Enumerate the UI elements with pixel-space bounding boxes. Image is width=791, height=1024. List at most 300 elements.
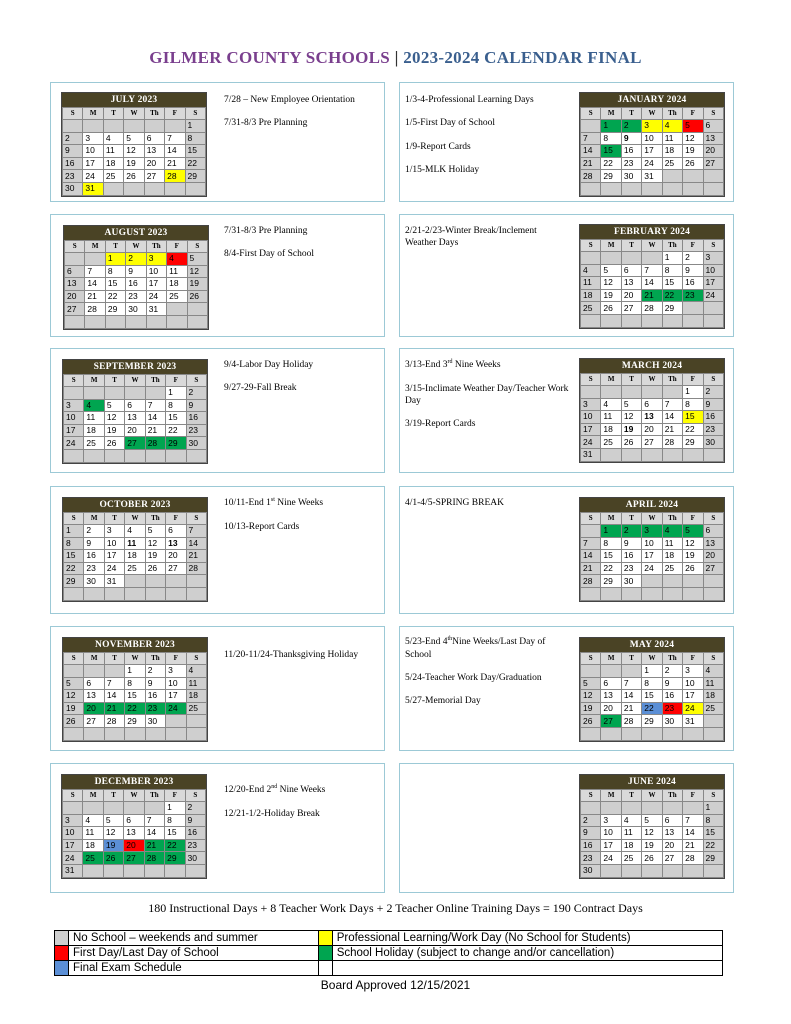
day-cell: 11 — [103, 145, 123, 158]
weekday-label: S — [186, 653, 206, 665]
day-cell — [144, 864, 164, 877]
day-cell: 10 — [642, 132, 662, 145]
note: 3/15-Inclimate Weather Day/Teacher Work Day — [405, 383, 569, 406]
day-cell: 7 — [144, 814, 164, 827]
day-cell: 16 — [186, 412, 206, 425]
day-cell: 22 — [185, 157, 205, 170]
day-cell: 18 — [703, 690, 723, 703]
day-cell — [65, 253, 85, 266]
board-approved-note: Board Approved 12/15/2021 — [320, 978, 471, 992]
day-cell: 1 — [165, 802, 185, 815]
weekday-label: T — [104, 375, 124, 387]
week-row — [64, 412, 207, 425]
day-cell: 21 — [621, 702, 641, 715]
weekday-label: S — [63, 108, 83, 120]
day-cell — [683, 587, 703, 600]
panel-november — [50, 626, 385, 751]
day-cell: 7 — [662, 398, 682, 411]
note: 1/3-4-Professional Learning Days — [405, 95, 534, 105]
note-text: 12/20-End 2 — [224, 785, 272, 796]
day-cell: 15 — [601, 145, 621, 158]
week-row — [581, 839, 724, 852]
day-cell: 2 — [703, 386, 723, 399]
notes-august — [224, 225, 384, 272]
day-cell — [581, 120, 601, 133]
month-grid — [580, 373, 724, 462]
week-row — [581, 525, 724, 538]
day-cell — [167, 303, 187, 316]
day-cell — [85, 315, 105, 328]
weekday-label: S — [185, 108, 205, 120]
day-cell: 9 — [621, 537, 641, 550]
week-row — [64, 449, 207, 462]
calendar-july — [61, 92, 207, 197]
note — [405, 359, 570, 372]
day-cell: 9 — [84, 537, 104, 550]
day-cell — [63, 802, 83, 815]
week-row — [581, 852, 724, 865]
day-cell: 24 — [581, 436, 601, 449]
title-separator: | — [390, 48, 404, 67]
panel-september — [50, 348, 385, 473]
note-sup: rd — [447, 359, 453, 365]
weekday-label: Th — [662, 240, 682, 252]
day-cell: 10 — [63, 827, 83, 840]
day-cell: 21 — [683, 839, 703, 852]
weekday-label: W — [642, 108, 662, 120]
day-cell: 18 — [186, 690, 206, 703]
day-cell — [64, 587, 84, 600]
weekday-label: F — [683, 108, 703, 120]
legend-swatch-green — [318, 946, 332, 961]
day-cell: 4 — [621, 814, 641, 827]
day-cell: 4 — [662, 120, 682, 133]
day-cell: 25 — [601, 436, 621, 449]
day-cell: 28 — [642, 302, 662, 315]
day-cell: 17 — [83, 157, 103, 170]
weekday-label: T — [104, 513, 124, 525]
day-cell: 21 — [642, 289, 662, 302]
weekday-label: S — [703, 790, 723, 802]
notes-october — [224, 497, 384, 544]
day-cell: 14 — [683, 827, 703, 840]
legend-label-empty — [332, 961, 722, 976]
day-cell: 30 — [703, 436, 723, 449]
note — [405, 636, 570, 661]
week-row — [64, 550, 207, 563]
day-cell: 14 — [165, 145, 185, 158]
note — [224, 784, 384, 797]
weekday-label: T — [621, 790, 641, 802]
day-cell: 12 — [124, 145, 144, 158]
week-row — [65, 278, 208, 291]
week-row — [63, 864, 206, 877]
day-cell: 17 — [683, 690, 703, 703]
weekday-label: Th — [662, 653, 682, 665]
day-cell: 21 — [186, 550, 206, 563]
day-cell: 20 — [125, 424, 145, 437]
legend-label-yellow: Professional Learning/Work Day (No School for Students) — [332, 931, 722, 946]
day-cell: 26 — [103, 852, 123, 865]
day-cell — [703, 302, 723, 315]
day-cell — [642, 802, 662, 815]
day-cell — [186, 587, 206, 600]
day-cell: 10 — [166, 677, 186, 690]
day-cell: 15 — [185, 145, 205, 158]
day-cell: 4 — [167, 253, 187, 266]
day-cell: 14 — [145, 412, 165, 425]
day-cell: 31 — [683, 715, 703, 728]
day-cell: 22 — [683, 423, 703, 436]
day-cell: 10 — [146, 265, 166, 278]
day-cell: 23 — [63, 170, 83, 183]
day-cell: 16 — [703, 411, 723, 424]
day-cell — [621, 587, 641, 600]
day-cell: 7 — [642, 264, 662, 277]
day-cell — [601, 386, 621, 399]
day-cell — [145, 575, 165, 588]
day-cell: 22 — [703, 839, 723, 852]
day-cell — [186, 715, 206, 728]
day-cell: 10 — [601, 827, 621, 840]
week-row — [63, 839, 206, 852]
day-cell — [63, 120, 83, 133]
day-cell — [601, 448, 621, 461]
legend-label-blue: Final Exam Schedule — [69, 961, 319, 976]
day-cell: 11 — [186, 677, 206, 690]
weekday-label: S — [703, 653, 723, 665]
day-cell: 4 — [83, 814, 103, 827]
day-cell: 13 — [642, 411, 662, 424]
week-row — [64, 690, 207, 703]
day-cell: 4 — [601, 398, 621, 411]
weekday-label: F — [683, 790, 703, 802]
weekday-header-row — [581, 790, 724, 802]
day-cell: 12 — [104, 412, 124, 425]
day-cell — [581, 182, 601, 195]
day-cell — [621, 182, 641, 195]
month-grid — [580, 512, 724, 601]
day-cell: 24 — [601, 852, 621, 865]
weekday-label: W — [124, 790, 144, 802]
week-row — [63, 852, 206, 865]
weekday-label: T — [105, 241, 125, 253]
week-row — [581, 170, 724, 183]
day-cell: 28 — [145, 437, 165, 450]
day-cell: 28 — [104, 715, 124, 728]
week-row — [581, 575, 724, 588]
day-cell — [125, 727, 145, 740]
day-cell: 18 — [83, 839, 103, 852]
weekday-label: M — [84, 653, 104, 665]
weekday-label: Th — [662, 374, 682, 386]
weekday-label: S — [581, 374, 601, 386]
day-cell: 20 — [65, 290, 85, 303]
note-text: 10/11-End 1 — [224, 498, 271, 509]
day-cell: 25 — [662, 157, 682, 170]
day-cell: 22 — [64, 562, 84, 575]
day-cell — [144, 802, 164, 815]
day-cell — [703, 448, 723, 461]
day-cell: 8 — [601, 132, 621, 145]
day-cell — [581, 727, 601, 740]
day-cell — [662, 448, 682, 461]
day-cell: 31 — [63, 864, 83, 877]
weekday-label: F — [166, 653, 186, 665]
day-cell — [662, 170, 682, 183]
day-cell: 16 — [63, 157, 83, 170]
legend-row — [55, 931, 723, 946]
weekday-label: Th — [145, 653, 165, 665]
day-cell: 5 — [683, 120, 703, 133]
calendar-may — [579, 637, 725, 742]
weekday-label: T — [104, 653, 124, 665]
day-cell: 9 — [145, 677, 165, 690]
day-cell: 3 — [63, 814, 83, 827]
day-cell: 19 — [187, 278, 207, 291]
day-cell: 19 — [683, 145, 703, 158]
day-cell: 19 — [581, 702, 601, 715]
week-row — [65, 265, 208, 278]
day-cell: 13 — [703, 132, 723, 145]
weekday-header-row — [581, 108, 724, 120]
day-cell: 15 — [601, 550, 621, 563]
week-row — [581, 436, 724, 449]
day-cell: 21 — [104, 702, 124, 715]
weekday-label: Th — [145, 375, 165, 387]
month-title: JANUARY 2024 — [580, 93, 724, 107]
day-cell: 30 — [84, 575, 104, 588]
note: 5/24-Teacher Work Day/Graduation — [405, 672, 542, 683]
day-cell: 27 — [703, 562, 723, 575]
day-cell — [105, 315, 125, 328]
weekday-label: T — [621, 513, 641, 525]
day-cell: 8 — [165, 814, 185, 827]
week-row — [581, 537, 724, 550]
month-grid — [580, 107, 724, 196]
day-cell: 26 — [683, 562, 703, 575]
day-cell: 28 — [683, 852, 703, 865]
day-cell: 12 — [187, 265, 207, 278]
day-cell — [621, 665, 641, 678]
weekday-label: W — [642, 240, 662, 252]
day-cell — [683, 448, 703, 461]
day-cell: 3 — [642, 525, 662, 538]
day-cell: 26 — [187, 290, 207, 303]
day-cell: 15 — [703, 827, 723, 840]
day-cell: 22 — [662, 289, 682, 302]
day-cell: 22 — [105, 290, 125, 303]
day-cell: 3 — [146, 253, 166, 266]
day-cell — [83, 120, 103, 133]
day-cell — [124, 864, 144, 877]
day-cell: 26 — [621, 436, 641, 449]
day-cell: 13 — [125, 412, 145, 425]
day-cell: 13 — [166, 537, 186, 550]
legend-swatch-red — [55, 946, 69, 961]
month-title: JULY 2023 — [62, 93, 206, 107]
day-cell: 25 — [621, 852, 641, 865]
legend-row — [55, 946, 723, 961]
weekday-header-row — [64, 513, 207, 525]
day-cell — [683, 302, 703, 315]
weekday-label: F — [167, 241, 187, 253]
weekday-label: S — [581, 790, 601, 802]
weekday-label: S — [63, 790, 83, 802]
week-row — [581, 120, 724, 133]
day-cell — [581, 587, 601, 600]
weekday-label: S — [65, 241, 85, 253]
note-text: Nine Weeks/Last Day of School — [405, 637, 546, 660]
weekday-label: W — [642, 374, 662, 386]
day-cell: 28 — [165, 170, 185, 183]
month-title: DECEMBER 2023 — [62, 775, 206, 789]
day-cell: 8 — [125, 677, 145, 690]
note: 8/4-First Day of School — [224, 249, 314, 260]
day-cell — [83, 802, 103, 815]
day-cell: 6 — [166, 525, 186, 538]
day-cell: 9 — [185, 814, 205, 827]
note: 1/9-Report Cards — [405, 141, 471, 152]
day-cell: 23 — [662, 702, 682, 715]
day-cell: 8 — [683, 398, 703, 411]
weekday-label: F — [683, 240, 703, 252]
day-cell — [642, 864, 662, 877]
month-title: MARCH 2024 — [580, 359, 724, 373]
week-row — [581, 132, 724, 145]
weekday-label: W — [125, 375, 145, 387]
week-row — [64, 437, 207, 450]
weekday-label: W — [642, 790, 662, 802]
week-row — [581, 157, 724, 170]
day-cell: 2 — [145, 665, 165, 678]
day-cell: 20 — [703, 145, 723, 158]
day-cell: 24 — [642, 562, 662, 575]
day-cell — [84, 449, 104, 462]
day-cell — [125, 387, 145, 400]
day-cell — [601, 314, 621, 327]
day-cell: 20 — [703, 550, 723, 563]
day-cell — [167, 315, 187, 328]
day-cell: 3 — [104, 525, 124, 538]
day-cell — [703, 575, 723, 588]
day-cell: 5 — [581, 677, 601, 690]
day-cell: 10 — [581, 411, 601, 424]
day-cell: 3 — [703, 252, 723, 265]
day-cell: 6 — [642, 398, 662, 411]
day-cell: 8 — [662, 264, 682, 277]
day-cell — [165, 120, 185, 133]
day-cell: 30 — [145, 715, 165, 728]
day-cell: 31 — [104, 575, 124, 588]
day-cell: 2 — [621, 525, 641, 538]
day-cell — [581, 314, 601, 327]
day-cell — [621, 386, 641, 399]
weekday-label: S — [581, 240, 601, 252]
weekday-header-row — [581, 374, 724, 386]
week-row — [581, 814, 724, 827]
day-cell — [662, 182, 682, 195]
day-cell: 28 — [144, 852, 164, 865]
day-cell — [662, 802, 682, 815]
day-cell: 23 — [621, 562, 641, 575]
day-cell: 21 — [581, 562, 601, 575]
day-cell: 10 — [83, 145, 103, 158]
day-cell — [683, 802, 703, 815]
day-cell: 5 — [187, 253, 207, 266]
notes-november — [224, 649, 384, 672]
day-cell: 21 — [165, 157, 185, 170]
day-cell — [683, 864, 703, 877]
day-cell: 1 — [125, 665, 145, 678]
day-cell: 30 — [126, 303, 146, 316]
note-text: Nine Weeks — [452, 360, 501, 371]
month-title: MAY 2024 — [580, 638, 724, 652]
day-cell: 26 — [581, 715, 601, 728]
day-cell: 3 — [683, 665, 703, 678]
day-cell: 15 — [105, 278, 125, 291]
day-cell: 30 — [581, 864, 601, 877]
day-cell: 27 — [84, 715, 104, 728]
day-cell: 26 — [145, 562, 165, 575]
day-cell: 12 — [601, 277, 621, 290]
note: 7/31-8/3 Pre Planning — [224, 226, 308, 236]
calendar-march — [579, 358, 725, 463]
day-cell — [703, 715, 723, 728]
day-cell — [104, 449, 124, 462]
week-row — [64, 677, 207, 690]
day-cell — [662, 727, 682, 740]
day-cell: 29 — [642, 715, 662, 728]
day-cell: 7 — [186, 525, 206, 538]
day-cell — [683, 575, 703, 588]
day-cell — [581, 525, 601, 538]
note-text: Nine Weeks — [277, 785, 326, 796]
weekday-label: Th — [144, 108, 164, 120]
month-title: SEPTEMBER 2023 — [63, 360, 207, 374]
day-cell: 13 — [124, 827, 144, 840]
day-cell: 6 — [601, 677, 621, 690]
day-cell: 14 — [104, 690, 124, 703]
weekday-label: M — [85, 241, 105, 253]
note: 1/5-First Day of School — [405, 118, 495, 129]
day-cell — [144, 120, 164, 133]
weekday-header-row — [63, 108, 206, 120]
day-cell — [166, 727, 186, 740]
day-cell: 2 — [84, 525, 104, 538]
day-cell: 29 — [703, 852, 723, 865]
day-cell — [103, 182, 123, 195]
day-cell: 6 — [703, 525, 723, 538]
day-cell: 12 — [581, 690, 601, 703]
month-grid — [580, 239, 724, 328]
day-cell: 17 — [601, 839, 621, 852]
day-cell — [642, 252, 662, 265]
day-cell: 29 — [662, 302, 682, 315]
day-cell: 22 — [166, 424, 186, 437]
day-cell: 23 — [145, 702, 165, 715]
day-cell: 16 — [683, 277, 703, 290]
day-cell — [185, 182, 205, 195]
day-cell: 24 — [83, 170, 103, 183]
week-row — [581, 550, 724, 563]
contract-days-summary: 180 Instructional Days + 8 Teacher Work Days + 2 Teacher Online Training Days = 190 Contract Days — [148, 901, 643, 915]
day-cell: 12 — [683, 537, 703, 550]
weekday-label: W — [642, 653, 662, 665]
day-cell — [166, 715, 186, 728]
day-cell: 17 — [64, 424, 84, 437]
day-cell: 6 — [84, 677, 104, 690]
